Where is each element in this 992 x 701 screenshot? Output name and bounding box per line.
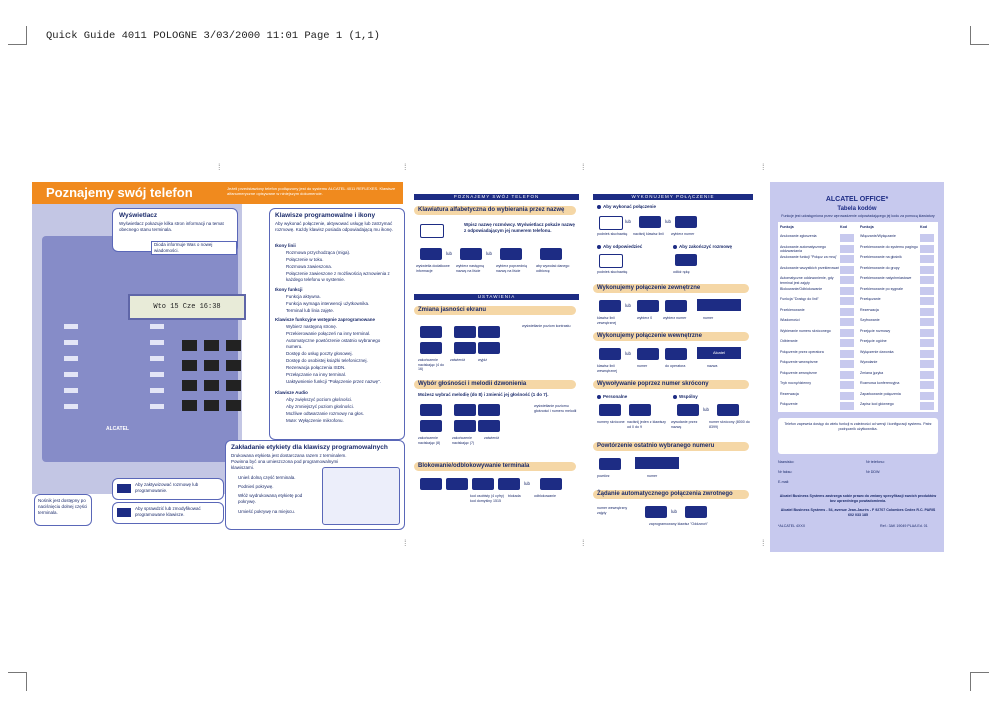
note-check-icon [117,508,131,517]
code-cell-left [840,318,854,326]
phone-brand: ALCATEL [106,426,129,432]
section-header-calls: WYKONUJEMY POŁĄCZENIE [593,194,753,200]
redial-label: numer [647,474,658,478]
speed-dial-title: Wywoływanie poprzez numer skrócony [593,380,749,389]
center-mark-7: ⁞ [582,538,585,548]
lub-text: lub [665,219,672,224]
label-step: Umieść pokrywę na miejscu. [238,509,296,514]
footer-right: Ref.: 3AK 19049 PLAA Ed. 01 [880,524,928,528]
label-text: Drukowana etykieta jest dostarczana razem z terminalem. Powinna być ona umieszczona pod programowalnymi klawiszami. [231,453,347,470]
col-code-header: Kod [840,225,847,229]
prog-title: Klawisze programowalne i ikony [275,212,376,219]
crop-mark-top-right [970,26,989,45]
info-box [778,418,938,454]
answer-label: podnieś słuchawkę [597,270,628,274]
speed-personal [597,394,627,400]
volume-title: Wybór głośności i melodii dzwonienia [414,380,576,389]
lub-text: lub [524,481,531,486]
code-table-title: Tabela kodów [837,206,877,212]
brightness-label: wyjdź [478,358,487,362]
callback-key-2 [685,506,707,518]
bullet-hangup-label: Aby zakończyć rozmowę [679,244,733,249]
code-cell-left [840,360,854,368]
alpha-label: wybierz następną nazwę na liście [456,264,484,273]
volume-label: zatwierdź [484,436,500,440]
note-check-callout [112,502,224,524]
speed-key-4 [717,404,739,416]
brightness-key-3 [478,326,500,338]
softkey [64,324,78,329]
display-callout [112,208,238,252]
note-prog-text: Aby zaktywizować rozmowę lub programowanie. [135,482,199,493]
line-icon-item: Rozmowa zawieszona. [286,264,333,269]
note-left-callout [34,494,92,526]
code-cell-left [840,297,854,305]
code-table [778,222,938,412]
form-ddw-label: Nr DDW: [866,470,881,474]
audio-key-item: Możliwe odtwarzanie rozmowy na głos. [286,411,365,416]
code-row-left: Rezerwacja [780,391,799,396]
preset-key-item: Przekierowanie połączeń na inny terminal. [286,331,371,336]
crop-mark-bottom-right [970,672,989,691]
code-row-right: Przełączanie [860,297,881,301]
code-row-right: Przejęcie rozmowy [860,328,891,333]
center-mark-2: ⁞ [404,162,407,172]
keyboard-icon [420,224,444,238]
code-cell-left [840,371,854,379]
volume-text: Możesz wybrać melodię (do 8) i zmienić jej głośność (1 do 7). [418,392,549,397]
hangup-label: odłóż rękę [673,270,690,274]
callback-key-1 [645,506,667,518]
code-cell-right [920,234,934,242]
code-cell-left [840,392,854,400]
code-cell-right [920,350,934,358]
code-row-left: Anulowanie zgłoszenia [780,234,817,238]
form-email-label: E-mail: [778,480,790,484]
note-prog-icon [117,484,131,493]
audio-keys-title: Klawisze Audio [275,390,308,395]
alpha-label: wybierz poprzednią nazwę na liście [496,264,527,273]
softkey [150,404,164,409]
callback-title: Żądanie automatycznego połączenia zwrotnego [593,490,749,499]
col-code-header: Kod [920,225,927,229]
section-header-1: POZNAJEMY SWÓJ TELEFON [414,194,579,200]
volume-key-5 [454,420,476,432]
display-callout-note: Dioda informuje Was o nowej wiadomości. [151,241,237,255]
softkey [150,340,164,345]
code-row-left: Tryb nocny/dzienny [780,381,812,385]
callback-label: zaprogramowany klawisz "Oddzwoń" [649,522,708,526]
label-step: Podnieś pokrywę. [238,484,274,489]
center-mark-1: ⁞ [218,162,221,172]
brightness-key-4 [420,342,442,354]
code-row-left: Połączenie zewnętrzne [780,370,817,375]
code-cell-left [840,339,854,347]
code-cell-left [840,402,854,410]
panel-settings [414,182,579,552]
code-row-right: Zaparkowanie połączenia [860,391,901,396]
center-mark-8: ⁞ [762,538,765,548]
int-display: Alcatel [697,347,741,359]
speed-key-1 [599,404,621,416]
bullet-answer-label: Aby odpowiedzieć [603,244,643,249]
audio-key-item: Aby zmniejszyć poziom głośności. [286,404,355,409]
code-row-left: Blokowanie/Odblokowanie [780,286,823,291]
code-cell-right [920,402,934,410]
alpha-label: wyświetla dodatkowe informacje [416,264,450,273]
bullet-make-call-label: Aby wykonać połączenie [603,204,657,209]
code-cell-left [840,287,854,295]
func-icons-title: Ikony funkcji [275,287,303,292]
lock-title: Blokowanie/odblokowywanie terminala [414,462,576,471]
info-note: Telefon zapewnia dostęp do wielu funkcji w zależności od wersji i konfiguracji systemu. Patrz podręcznik użytkownika. [784,422,932,431]
code-row-right: Rozmowa konferencyjna [860,381,900,385]
code-row-left: Wybieranie numeru skróconego [780,328,831,333]
panel-title: Poznajemy swój telefon [46,185,193,200]
code-row-right: Przekierowanie po sygnale [860,286,903,291]
handset-icon [599,216,623,230]
display-callout-text: Wyświetlacz pokazuje kilka stron informacji na temat obecnego stanu terminala. [119,221,224,232]
next-key-icon [460,248,482,260]
speed-label: numery skrócone [597,420,625,424]
brightness-key-1 [420,326,442,338]
redial-title: Powtórzenie ostatnio wybranego numeru [593,442,749,451]
lock-key-3 [472,478,494,490]
preset-key-item: Przełączanie na inny terminal. [286,372,347,377]
code-row-right: Zapisz kod głównego [860,402,894,406]
lock-key-2 [446,478,468,490]
keypad-key [182,340,197,351]
line-icon-item: Rozmowa przychodząca (miga). [286,250,351,255]
panel-making-calls [593,182,753,552]
note-left-text: Nośnik jest dostępny po naciśnięciu dolnej części terminala. [38,498,88,515]
audio-key-item: Mute: Wyłączenie mikrofonu. [286,418,344,423]
footer-left: *ALCATEL 4XXX [778,524,806,528]
code-cell-left [840,245,854,253]
volume-label: zakończenie naciskając (7) [452,436,475,445]
label-illustration [322,467,400,525]
code-row-right: Przekierowanie do systemu pagingu [860,244,918,249]
code-row-left: Anulowanie wszystkich przekierowań [780,265,840,270]
code-row-left: Anulowanie funkcji "Połącz za mną" [780,255,837,259]
preset-keys-title: Klawisze funkcyjne wstępnie zaprogramowane [275,317,376,322]
code-row-right: Rezerwacja [860,307,879,312]
volume-key-1 [420,404,442,416]
code-table-intro: Funkcje jest udostępniona przez wprowadzenie odpowiadającego jej kodu za pomocą klawiatury [781,214,935,218]
code-row-right: Wyłączenie dzwonka [860,349,894,354]
code-row-left: Funkcja "Dostęp do linii" [780,297,819,301]
crop-mark-top-left [8,26,27,45]
softkey [64,340,78,345]
brightness-note: wyświetlanie poziom kontrastu [522,324,571,328]
title-bar [32,182,403,204]
brightness-key-2 [454,326,476,338]
code-cell-left [840,381,854,389]
code-cell-right [920,329,934,337]
panel-subtitle: Jeżeli przedstawiony telefon podłączony jest do systemu ALCATEL 4011 REFLEXES. Klawisze alfanumeryczne opisywane w niniejszym dokumencie. [227,186,396,196]
ext-label: klawisz linii zewnętrznej [597,316,617,325]
code-cell-right [920,245,934,253]
code-cell-left [840,266,854,274]
preset-key-item: Rezerwacja połączenia ISDN. [286,365,346,370]
softkey [64,388,78,393]
keypad-key [226,360,241,371]
code-cell-right [920,276,934,284]
volume-key-2 [454,404,476,416]
alpha-label: aby wywołać danego odbiorcę [536,264,570,273]
code-row-right: Wywołanie [860,360,878,364]
ext-display [697,299,741,311]
lub-text: lub [446,251,453,256]
alpha-text: Wpisz nazwę rozmówcy. Wyświetlacz pokaże nazwę z odpowiadającym jej numerem telefonu. [464,222,575,233]
lub-text: lub [625,303,632,308]
code-cell-left [840,255,854,263]
keypad-icon [675,216,697,228]
operator-icon [665,348,687,360]
speed-common-label: Wspólny [679,394,698,399]
code-row-right: Przejęcie ogólne [860,339,887,343]
call-label: podnieś słuchawkę [597,232,628,236]
int-label: numer [637,364,648,368]
line-icon-item: Połączenie w toku. [286,257,324,262]
col-func-header: Funkcja [780,225,794,229]
code-cell-left [840,234,854,242]
lock-key-4 [498,478,520,490]
keypad-key [226,340,241,351]
label-callout [225,440,405,530]
code-cell-right [920,287,934,295]
code-cell-right [920,392,934,400]
volume-key-6 [478,420,500,432]
preset-key-item: Automatyczne powtórzenie ostatnio wybranego numeru. [286,338,381,349]
lock-key-5 [540,478,562,490]
col-func-header: Funkcja [860,225,874,229]
keypad-key [226,400,241,411]
keypad-key [226,380,241,391]
code-cell-right [920,266,934,274]
speed-personal-label: Personalne [603,394,628,399]
programmable-keys-callout [269,208,405,440]
redial-icon [599,458,621,470]
display-callout-title: Wyświetlacz [119,212,158,219]
code-row-left: Odbieranie [780,339,798,343]
lub-text: lub [703,407,710,412]
volume-note: wyświetlanie poziomu głośności i numeru melodii [534,404,577,413]
code-row-right: Zmiana języka [860,370,884,375]
code-cell-right [920,371,934,379]
ext-label: wybierz numer [663,316,687,320]
lock-label: kod osobisty (4 cyfry) kod domyślny 1515 [470,494,504,503]
code-row-left: Połączenie przez operatora [780,349,824,354]
form-name-label: Nazwisko: [778,460,795,464]
softkey [64,356,78,361]
brand-title: ALCATEL OFFICE* [825,196,889,203]
label-step: Unieś dolną część terminala. [238,475,296,480]
keypad-key [182,360,197,371]
softkey [150,356,164,361]
prog-text: Aby wykonać połączenie, aktywować usługę lub zatrzymać rozmowę. Każdy klawisz posiada odpowiadającą mu ikonę. [275,221,394,232]
code-row-left: Automatyczne oddzwonienie, gdy terminal jest zajęty [780,276,834,285]
brightness-key-6 [478,342,500,354]
code-cell-right [920,381,934,389]
preset-key-item: Dostęp do osobistej książki telefonicznej. [286,358,368,363]
line-icon-item: Połączenie zawieszone z możliwością wznowienia z każdego telefonu w systemie. [286,271,390,282]
code-row-right: Szyfrowanie [860,318,880,322]
lub-text: lub [625,351,632,356]
brightness-key-5 [454,342,476,354]
code-cell-left [840,308,854,316]
func-icon-item: Terminal lub linia zajęte. [286,308,335,313]
prev-key-icon [500,248,522,260]
label-step: Włóż wydrukowaną etykietę pod pokrywę. [238,493,303,504]
ext-line-icon [599,300,621,312]
center-mark-4: ⁞ [762,162,765,172]
speed-label: naciśnij jeden z klawiszy od 0 do 9 [627,420,666,429]
panel-code-table [770,182,944,552]
brightness-label: zakończenie naciskając (4 do 16) [418,358,444,371]
preset-key-item: Dostęp do usług poczty głosowej. [286,351,353,356]
code-cell-right [920,318,934,326]
line-icons-title: Ikony linii [275,243,296,248]
keypad-key [182,380,197,391]
code-cell-left [840,276,854,284]
call-key-icon [540,248,562,260]
internal-call-title: Wykonujemy połączenie wewnętrzne [593,332,749,341]
lock-label: odblokowanie [534,494,556,498]
speed-label: numer skrócony (8000 do 8399) [709,420,750,429]
alpha-keyboard-title: Klawiatura alfabetyczna do wybierania przez nazwę [414,206,576,215]
func-icon-item: Funkcja aktywna. [286,294,321,299]
code-row-left: Anulowanie automatycznego oddzwaniania [780,244,826,253]
audio-key-item: Aby zwiększyć poziom głośności. [286,397,353,402]
ext-keypad-icon [665,300,687,312]
code-row-right: Włączanie/Wyłączanie [860,234,896,238]
int-line-icon [599,348,621,360]
note-check-text: Aby sprawdzić lub zmodyfikować programowane klawisze. [135,506,201,517]
redial-label: powtórz [597,474,610,478]
panel-know-your-phone [32,182,403,552]
speed-key-2 [629,404,651,416]
keypad-key [204,360,219,371]
keypad-key [204,400,219,411]
answer-handset-icon [599,254,623,268]
int-label: nazwa [707,364,718,368]
int-label: klawisz linii wewnętrznej [597,364,617,373]
code-cell-right [920,360,934,368]
volume-label: zakończenie naciskając (8) [418,436,441,445]
address-text: Alcatel Business Systems - 54, avenue Jean-Jaurès - F 92707 Colombes Cedex R.C. PARIS 602 033 185 [780,508,936,517]
code-row-right: Przekierowanie do grupy [860,265,900,270]
keypad-key [204,380,219,391]
code-row-left: Połączenie wewnętrzne [780,360,818,364]
preset-key-item: Wybierz następną stronę. [286,324,337,329]
lub-text: lub [625,219,632,224]
label-title: Zakładanie etykiety dla klawiszy programowalnych [231,444,388,451]
code-cell-left [840,350,854,358]
redial-display [635,457,679,469]
call-label: naciśnij klawisz linii [633,232,664,236]
softkey [150,372,164,377]
volume-key-3 [478,404,500,416]
form-fax-label: Nr faksu: [778,470,793,474]
bullet-answer [597,244,642,250]
center-mark-6: ⁞ [404,538,407,548]
print-header: Quick Guide 4011 POLOGNE 3/03/2000 11:01 Page 1 (1,1) [46,30,380,42]
code-cell-left [840,329,854,337]
code-row-right: Przekierowanie natychmiastowe [860,276,912,280]
callback-label: numer wewnętrzny zajęty [597,506,628,515]
crop-mark-bottom-left [8,672,27,691]
brightness-label: zatwierdź [450,358,466,362]
company-text: Alcatel Business Systems zastrzega sobie prawo do zmiany specyfikacji swoich produktów bez uprzedniego powiadomienia. [779,494,937,503]
note-prog-callout [112,478,224,500]
call-label: wybierz numer [671,232,695,236]
bullet-make-call [597,204,656,210]
softkey [64,372,78,377]
softkey [64,404,78,409]
speed-key-3 [677,404,699,416]
int-keypad-icon [637,348,659,360]
lock-label: blokada [508,494,521,498]
code-cell-right [920,339,934,347]
code-row-left: Przekierowanie [780,307,805,312]
preset-key-item: Uaktywnienie funkcji "Połączenie przez nazwę". [286,379,381,384]
speed-label: wywołanie przez nazwę [671,420,698,429]
center-mark-3: ⁞ [582,162,585,172]
func-icon-item: Funkcja wymaga interwencji użytkownika. [286,301,370,306]
hangup-icon [675,254,697,266]
lock-key-1 [420,478,442,490]
lub-text: lub [486,251,493,256]
bullet-hangup [673,244,732,250]
ext-label: wybierz 0 [637,316,653,320]
code-cell-right [920,255,934,263]
lub-text: lub [671,509,678,514]
info-key-icon [420,248,442,260]
volume-key-4 [420,420,442,432]
code-cell-right [920,308,934,316]
code-row-left: Wiadomości [780,318,800,322]
line-key-icon [639,216,661,228]
code-cell-right [920,297,934,305]
code-row-left: Połączenie [780,402,798,406]
phone-lcd: Wto 15 Cze 16:38 [128,294,246,320]
zero-key-icon [637,300,659,312]
code-row-right: Przekierowanie na głośnik [860,255,902,259]
external-call-title: Wykonujemy połączenie zewnętrzne [593,284,749,293]
brightness-title: Zmiana jasności ekranu [414,306,576,315]
keypad-key [204,340,219,351]
softkey [150,388,164,393]
softkey [150,324,164,329]
speed-common [673,394,698,400]
keypad-key [182,400,197,411]
section-header-2: USTAWIENIA [414,294,579,300]
int-label: do operatora [665,364,686,368]
form-phone-label: Nr telefonu: [866,460,885,464]
ext-label: numer [703,316,714,320]
